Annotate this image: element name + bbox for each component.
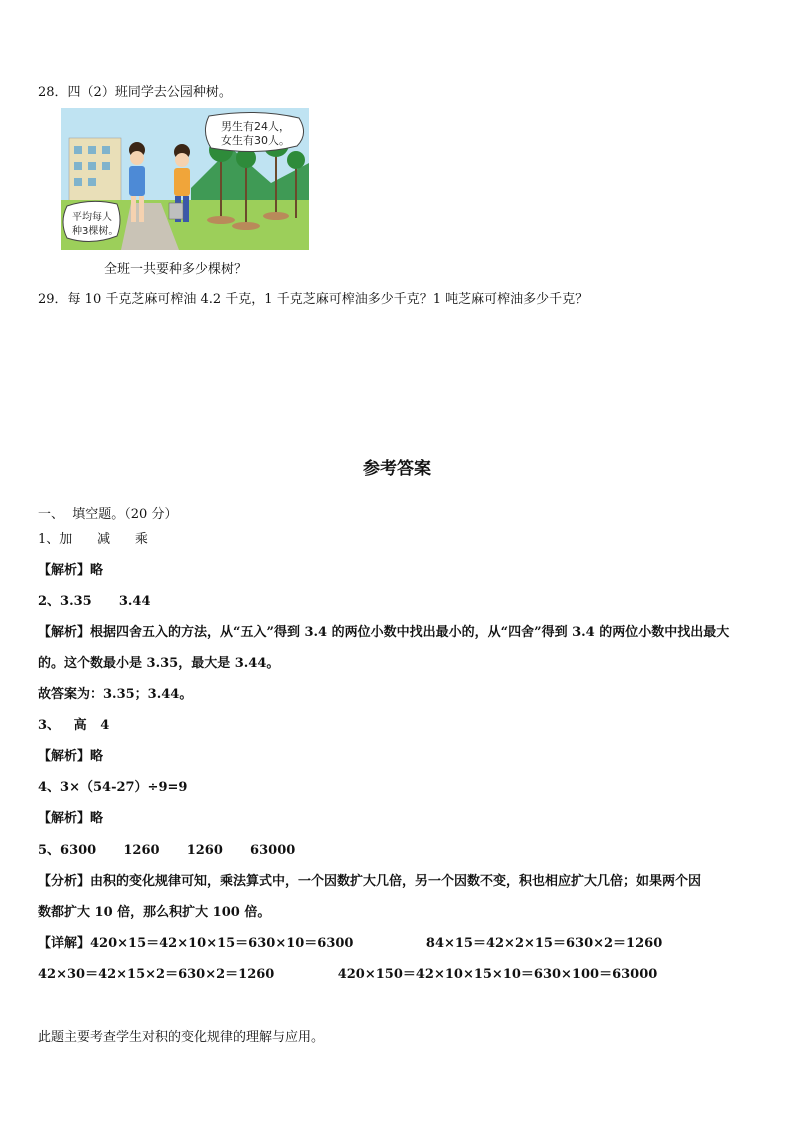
- answer-2-analysis-line-1: 【解析】根据四舍五入的方法，从“五入”得到 3.4 的两位小数中找出最小的，从“四舍”得到 3.4 的两位小数中找出最大: [38, 625, 730, 640]
- answer-2: 2、3.35 3.44: [38, 594, 151, 609]
- answer-1: 1、加 减 乘: [38, 532, 148, 547]
- answer-5: 5、6300 1260 1260 63000: [38, 843, 296, 858]
- question-28-prompt: 全班一共要种多少棵树？: [104, 262, 248, 277]
- question-28: 28．四（2）班同学去公园种树。: [38, 85, 232, 100]
- answer-4: 4、3×（54-27）÷9=9: [38, 780, 188, 795]
- section-heading: 一、 填空题。（20 分）: [38, 507, 178, 522]
- question-29: 29．每 10 千克芝麻可榨油 4.2 千克，1 千克芝麻可榨油多少千克？1 吨芝麻可榨油多少千克？: [38, 292, 589, 307]
- bubble-top-line-1: 男生有24人，: [221, 120, 290, 133]
- bubble-left-line-2: 种3棵树。: [72, 226, 119, 237]
- answer-3-analysis: 【解析】略: [38, 749, 104, 764]
- answer-5-summary: 此题主要考查学生对积的变化规律的理解与应用。: [38, 1030, 325, 1045]
- answer-5-detail-line-2: 42×30＝42×15×2＝630×2＝1260 420×150＝42×10×15×10＝630×100＝63000: [38, 967, 658, 982]
- answer-4-analysis: 【解析】略: [38, 811, 104, 826]
- bubble-top-line-2: 女生有30人。: [221, 134, 290, 147]
- answer-2-analysis-line-2: 的。这个数最小是 3.35，最大是 3.44。: [38, 656, 280, 671]
- bubble-left-line-1: 平均每人: [72, 212, 112, 223]
- answer-5-analysis-line-2: 数都扩大 10 倍，那么积扩大 100 倍。: [38, 905, 271, 920]
- answer-5-detail-line-1: 【详解】420×15＝42×10×15＝630×10＝6300 84×15＝42×2×15＝630×2＝1260: [38, 936, 663, 951]
- answer-2-conclusion: 故答案为：3.35；3.44。: [38, 687, 193, 702]
- answer-key-title: 参考答案: [363, 459, 431, 479]
- tree-planting-illustration: [61, 108, 309, 250]
- answer-1-analysis: 【解析】略: [38, 563, 104, 578]
- answer-3: 3、 高 4: [38, 718, 110, 733]
- answer-5-analysis-line-1: 【分析】由积的变化规律可知，乘法算式中，一个因数扩大几倍，另一个因数不变，积也相应扩大几倍；如果两个因: [38, 874, 702, 889]
